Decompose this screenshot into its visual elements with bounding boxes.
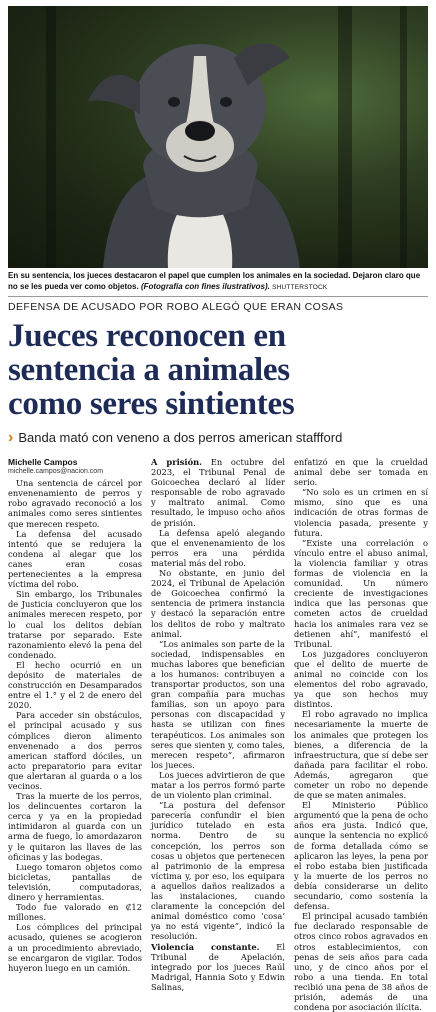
paragraph: “No solo es un crimen en sí mismo, sino que es una indicación de otras formas de violencia pasada, presente y futura. [294, 487, 428, 538]
divider [8, 296, 428, 297]
caption-text: En su sentencia, los jueces destacaron el papel que cumplen los animales en la sociedad. Dejaron claro que no se les pueda ver como objetos. [8, 271, 421, 291]
paragraph: Una sentencia de cárcel por envenenamiento de perros y robo agravado reconoció a los animales como seres sintientes que merecen respeto. [8, 478, 142, 529]
lead-text: El Tribunal de Apelación, integrado por los jueces Raúl Madrigal, Hannia Soto y Edwin Salinas, [151, 941, 285, 992]
photo-caption [8, 271, 428, 293]
subhead [8, 430, 428, 445]
chevron-right-icon: › [8, 428, 14, 446]
byline-author: Michelle Campos [8, 457, 78, 467]
headline-line-3: como seres sintientes [8, 386, 295, 422]
byline-email[interactable]: michelle.campos@nacion.com [8, 468, 104, 476]
section-lead: Violencia constante. [151, 941, 260, 952]
caption-note: (Fotografía con fines ilustrativos). [140, 281, 270, 291]
paragraph: ”Existe una correlación o vínculo entre el abuso animal, la violencia familiar y otras formas de violencia en la comunidad. Un número creciente de investigaciones indica que las personas que cometen actos de crueldad hacia los animales rara vez se detienen ahí”, manifestó el Tribunal. [294, 537, 428, 649]
paragraph: El Ministerio Público argumentó que la pena de ocho años era justa. Indicó que, aunque la sentencia no explicó de forma detallada cómo se aplicaron las leyes, la pena por el robo estaba bien justificada y la muerte de los perros no debía considerarse un delito secundario, como sostenía la defensa. [294, 800, 428, 912]
paragraph: Tras la muerte de los perros, los delincuentes cortaron la cerca y ya en la propiedad intimidaron al guarda con un arma de fuego, lo amordazaron y le quitaron las llaves de las oficinas y las bodegas. [8, 791, 142, 862]
paragraph: Sin embargo, los Tribunales de Justicia concluyeron que los animales merecen respeto, por lo cual los delitos debían tratarse por separado. Este razonamiento elevó la pena del condenado. [8, 589, 142, 660]
paragraph [151, 942, 285, 992]
photo-credit: SHUTTERSTOCK [272, 283, 328, 291]
headline [8, 319, 428, 421]
column-1 [8, 457, 142, 1012]
paragraph: Para acceder sin obstáculos, el principal acusado y sus cómplices dieron alimento envenenado a dos perros american stafford dóciles, un acto preparatorio para evitar que alertaran al guarda o a los vecinos. [8, 710, 142, 791]
paragraph: Los juzgadores concluyeron que el delito de muerte de animal no coincide con los elementos del robo agravado, ya que son hechos muy distintos. [294, 648, 428, 710]
headline-line-2: sentencia a animales [8, 352, 290, 388]
article-body [8, 457, 428, 1012]
paragraph: La defensa del acusado intentó que se redujera la condena al alegar que los canes eran cosas pertenecientes a la empresa víctima del robo. [8, 528, 142, 590]
column-3 [294, 457, 428, 1012]
paragraph: El hecho ocurrió en un depósito de materiales de construcción en Desamparados entre el 1.° y el 2 de enero del 2020. [8, 659, 142, 711]
paragraph: “La postura del defensor parecería confundir el bien jurídico tutelado en esta norma. Dentro de su concepción, los perros son cosas u objetos que pertenecen al patrimonio de la empresa víctima y, por eso, los equipara a aquellos daños realizados a las instalaciones, cuando claramente la concepción del animal doméstico como ‘cosa’ ya no está vigente”, indicó la resolución. [151, 800, 285, 942]
paragraph: Todo fue valorado en ₡12 millones. [8, 902, 142, 923]
kicker: DEFENSA DE ACUSADO POR ROBO ALEGÓ QUE ERAN COSAS [8, 301, 344, 313]
dog-illustration [8, 6, 428, 268]
paragraph: Luego tomaron objetos como bicicletas, pantallas de televisión, computadoras, dinero y herramientas. [8, 861, 142, 903]
paragraph [151, 457, 285, 528]
paragraph: enfatizó en que la crueldad animal debe ser tomada en serio. [294, 457, 428, 488]
headline-line-1: Jueces reconocen en [8, 318, 286, 354]
paragraph: Los jueces advirtieron de que matar a los perros formó parte de un violento plan criminal. [151, 769, 285, 801]
paragraph: El robo agravado no implica necesariamente la muerte de los animales que protegen los bienes, a diferencia de la infraestructura, que sí debe ser dañada para facilitar el robo. Además, agregaron que cometer un robo no depende de que se maten animales. [294, 709, 428, 801]
lead-text: En octubre del 2023, el Tribunal Penal de Goicoechea declaró al líder responsable de robo agravado y maltrato animal. Como resultado, le impuso ocho años de prisión. [151, 457, 286, 528]
section-lead: A prisión. [151, 457, 203, 467]
paragraph: El principal acusado también fue declarado responsable de otros cinco robos agravados en otros establecimientos, con penas de seis años para cada uno, y de cinco años por el robo a una tienda. En total recibió una pena de 38 años de prisión, además de una condena por asociación ilícita. [294, 911, 428, 1012]
paragraph: La defensa apeló alegando que el envenenamiento de los perros era una pérdida material más del robo. [151, 527, 285, 568]
paragraph: Los cómplices del principal acusado, quienes se acogieron a un procedimiento abreviado, se encargaron de vigilar. Todos huyeron luego en un camión. [8, 922, 142, 973]
column-2 [151, 457, 285, 1012]
dog-photo [8, 6, 428, 268]
paragraph: “Los animales son parte de la sociedad, indispensables en muchas labores que benefician a los humanos: contribuyen a transportar productos, son una gran compañía para muchas familias, son un apoyo para personas con discapacidad y hasta se utilizan con fines terapéuticos. Los animales son seres que sienten y, como tales, merecen respeto”, afirmaron los jueces. [151, 638, 285, 770]
paragraph: No obstante, en junio del 2024, el Tribunal de Apelación de Goicoechea confirmó la sentencia de primera instancia y destacó la separación entre los delitos de robo y maltrato animal. [151, 568, 285, 639]
subhead-text: Banda mató con veneno a dos perros american staffford [18, 430, 343, 445]
